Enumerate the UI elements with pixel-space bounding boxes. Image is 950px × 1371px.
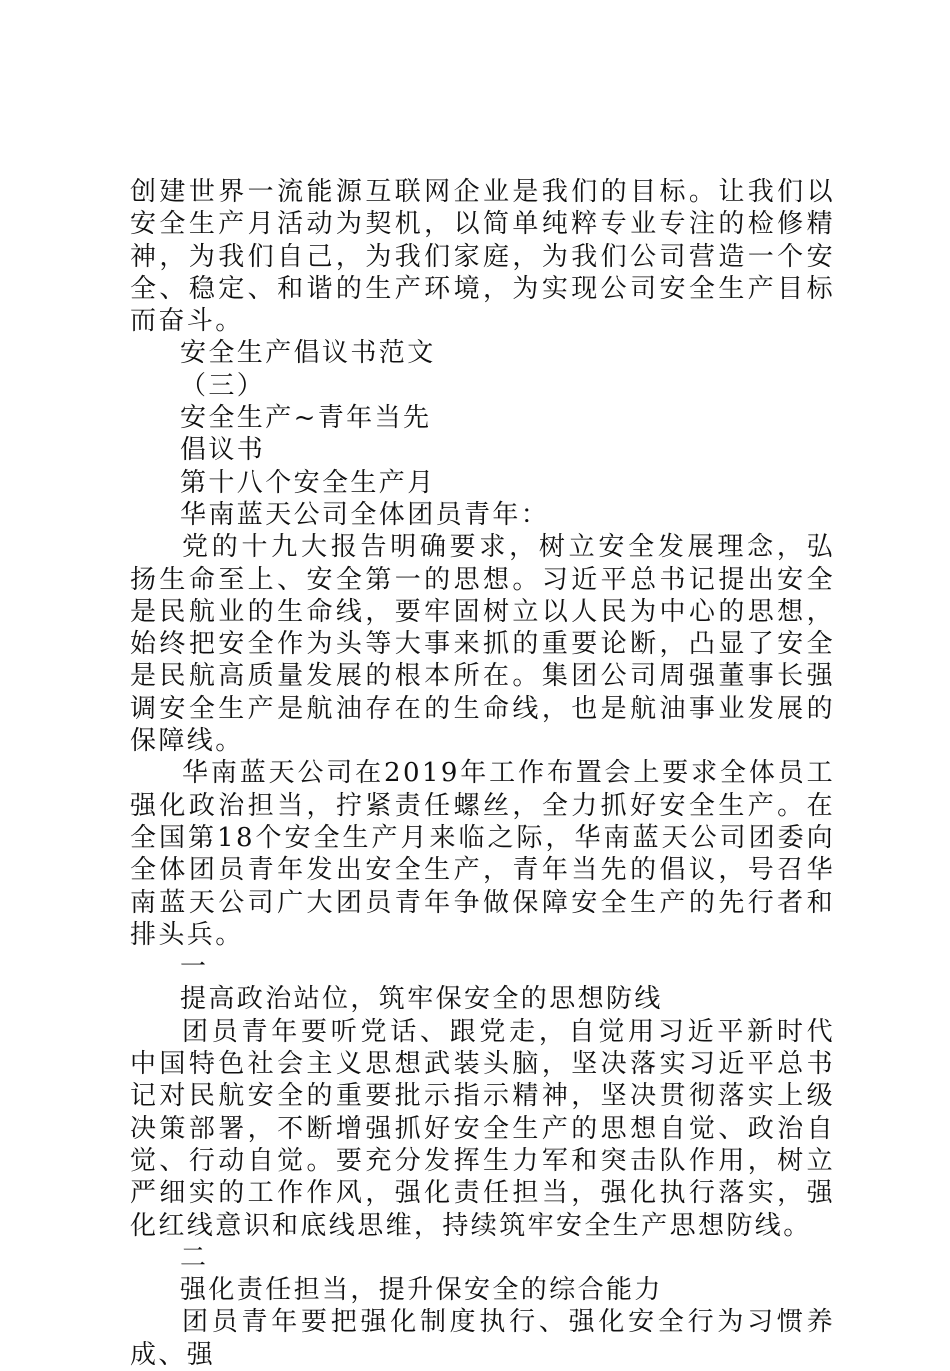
proposal-label: 倡议书 xyxy=(180,435,266,466)
point-number-one: 一 xyxy=(180,952,209,983)
proposal-slogan: 安全生产~青年当先 xyxy=(180,403,432,434)
section-title: 安全生产倡议书范文 xyxy=(180,338,436,369)
body-paragraph-intro: 党的十九大报告明确要求，树立安全发展理念，弘扬生命至上、安全第一的思想。习近平总书记提出安全是民航业的生命线，要牢固树立以人民为中心的思想，始终把安全作为头等大事来抓的重要论断，凸显了安全是民航高质量发展的根本所在。集团公司周强董事长强调安全生产是航油存在的生命线，也是航油事业发展的保障线。 xyxy=(130,532,835,757)
body-paragraph-closing: 创建世界一流能源互联网企业是我们的目标。让我们以安全生产月活动为契机，以简单纯粹专业专注的检修精神，为我们自己，为我们家庭，为我们公司营造一个安全、稳定、和谐的生产环境，为实现公司安全生产目标而奋斗。 xyxy=(130,177,835,337)
body-paragraph-point-two: 团员青年要把强化制度执行、强化安全行为习惯养成、强 xyxy=(130,1307,835,1370)
body-paragraph-call: 华南蓝天公司在2019年工作布置会上要求全体员工强化政治担当，拧紧责任螺丝，全力抓好安全生产。在全国第18个安全生产月来临之际，华南蓝天公司团委向全体团员青年发出安全生产，青年当先的倡议，号召华南蓝天公司广大团员青年争做保障安全生产的先行者和排头兵。 xyxy=(130,758,835,950)
point-title-two: 强化责任担当，提升保安全的综合能力 xyxy=(180,1275,663,1306)
section-number: （三） xyxy=(180,370,266,401)
body-paragraph-point-one: 团员青年要听党话、跟党走，自觉用习近平新时代中国特色社会主义思想武装头脑，坚决落实习近平总书记对民航安全的重要批示指示精神，坚决贯彻落实上级决策部署，不断增强抓好安全生产的思想自觉、政治自觉、行动自觉。要充分发挥生力军和突击队作用，树立严细实的工作作风，强化责任担当，强化执行落实，强化红线意识和底线思维，持续筑牢安全生产思想防线。 xyxy=(130,1016,835,1241)
document-body xyxy=(130,176,835,1371)
event-name: 第十八个安全生产月 xyxy=(180,467,436,498)
salutation: 华南蓝天公司全体团员青年： xyxy=(180,499,550,530)
point-number-two: 二 xyxy=(180,1242,209,1273)
point-title-one: 提高政治站位，筑牢保安全的思想防线 xyxy=(180,984,663,1015)
